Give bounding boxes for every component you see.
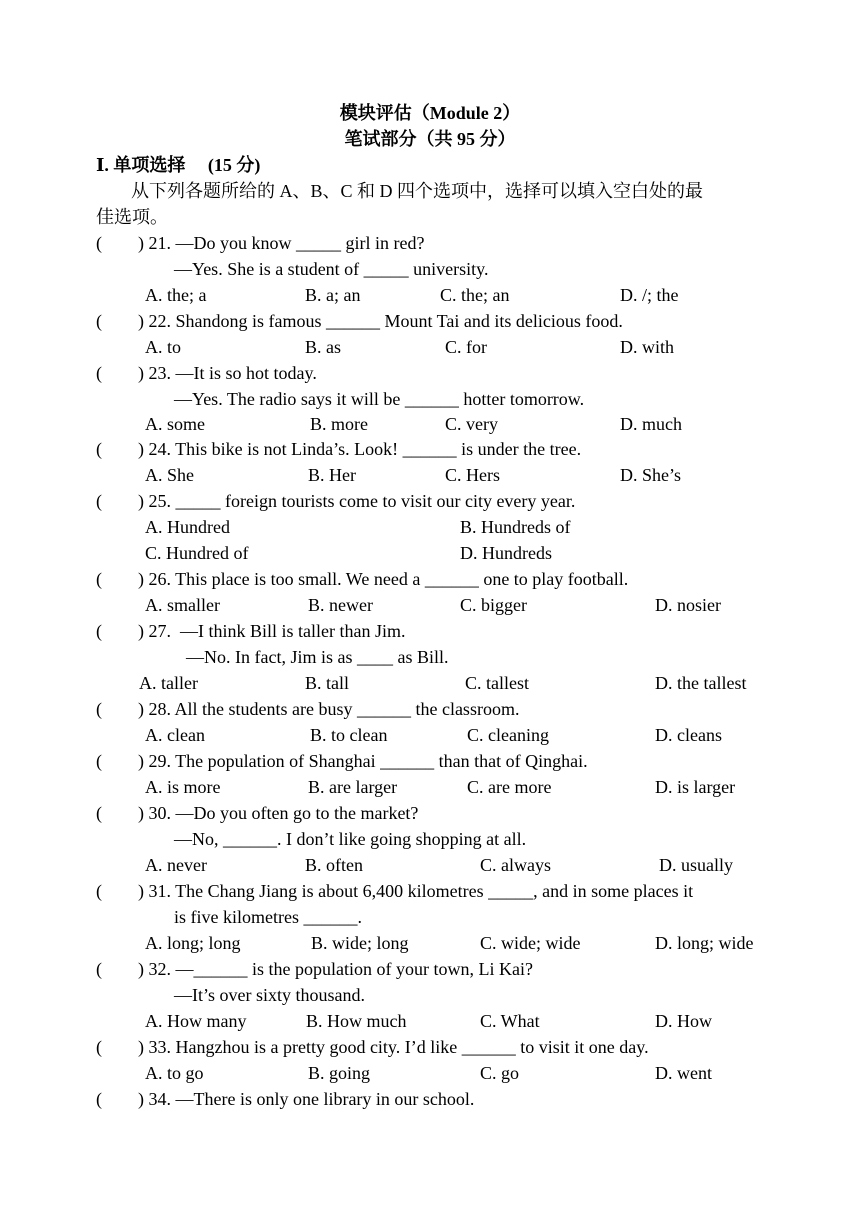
question-29-stem: ( ) 29. The population of Shanghai ______ than that of Qinghai. bbox=[96, 751, 588, 771]
q30-option-d: D. usually bbox=[659, 855, 733, 875]
section-heading: Ⅰ. 单项选择 (15 分) bbox=[96, 155, 261, 175]
q23-option-a: A. some bbox=[145, 414, 205, 434]
question-34-stem: ( ) 34. —There is only one library in our school. bbox=[96, 1089, 475, 1109]
question-25-stem: ( ) 25. _____ foreign tourists come to visit our city every year. bbox=[96, 491, 576, 511]
q33-option-d: D. went bbox=[655, 1063, 712, 1083]
q27-option-c: C. tallest bbox=[465, 673, 529, 693]
page-subtitle: 笔试部分（共 95 分） bbox=[344, 129, 516, 149]
question-21-stem: ( ) 21. —Do you know _____ girl in red? bbox=[96, 233, 425, 253]
question-32-stem: ( ) 32. —______ is the population of your town, Li Kai? bbox=[96, 959, 533, 979]
question-21-response: —Yes. She is a student of _____ university. bbox=[174, 259, 489, 279]
q25-option-a: A. Hundred bbox=[145, 517, 230, 537]
instruction-line-1: 从下列各题所给的 A、B、C 和 D 四个选项中，选择可以填入空白处的最 bbox=[131, 181, 704, 201]
q32-option-a: A. How many bbox=[145, 1011, 247, 1031]
q21-option-d: D. /; the bbox=[620, 285, 679, 305]
q30-option-a: A. never bbox=[145, 855, 207, 875]
q27-option-d: D. the tallest bbox=[655, 673, 747, 693]
q28-option-a: A. clean bbox=[145, 725, 205, 745]
q24-option-d: D. She’s bbox=[620, 465, 682, 485]
q28-option-d: D. cleans bbox=[655, 725, 722, 745]
q24-option-c: C. Hers bbox=[445, 465, 500, 485]
q28-option-b: B. to clean bbox=[310, 725, 388, 745]
question-32-response: —It’s over sixty thousand. bbox=[174, 985, 365, 1005]
question-33-stem: ( ) 33. Hangzhou is a pretty good city. I’d like ______ to visit it one day. bbox=[96, 1037, 649, 1057]
q31-option-d: D. long; wide bbox=[655, 933, 754, 953]
q24-option-a: A. She bbox=[145, 465, 194, 485]
q23-option-d: D. much bbox=[620, 414, 682, 434]
q29-option-a: A. is more bbox=[145, 777, 221, 797]
q28-option-c: C. cleaning bbox=[467, 725, 549, 745]
q22-option-d: D. with bbox=[620, 337, 674, 357]
page-title: 模块评估（Module 2） bbox=[339, 103, 521, 123]
q29-option-b: B. are larger bbox=[308, 777, 398, 797]
question-24-stem: ( ) 24. This bike is not Linda’s. Look! ______ is under the tree. bbox=[96, 439, 582, 459]
question-27-response: —No. In fact, Jim is as ____ as Bill. bbox=[186, 647, 449, 667]
question-23-response: —Yes. The radio says it will be ______ hotter tomorrow. bbox=[174, 389, 585, 409]
q31-option-c: C. wide; wide bbox=[480, 933, 581, 953]
q29-option-c: C. are more bbox=[467, 777, 552, 797]
q22-option-b: B. as bbox=[305, 337, 341, 357]
question-28-stem: ( ) 28. All the students are busy ______ the classroom. bbox=[96, 699, 520, 719]
q32-option-d: D. How bbox=[655, 1011, 712, 1031]
q26-option-c: C. bigger bbox=[460, 595, 527, 615]
q26-option-d: D. nosier bbox=[655, 595, 721, 615]
q32-option-b: B. How much bbox=[306, 1011, 407, 1031]
question-23-stem: ( ) 23. —It is so hot today. bbox=[96, 363, 317, 383]
q22-option-a: A. to bbox=[145, 337, 181, 357]
question-22-stem: ( ) 22. Shandong is famous ______ Mount Tai and its delicious food. bbox=[96, 311, 623, 331]
q27-option-a: A. taller bbox=[139, 673, 198, 693]
q23-option-b: B. more bbox=[310, 414, 368, 434]
q25-option-b: B. Hundreds of bbox=[460, 517, 571, 537]
q31-option-b: B. wide; long bbox=[311, 933, 409, 953]
q25-option-d: D. Hundreds bbox=[460, 543, 552, 563]
q26-option-a: A. smaller bbox=[145, 595, 220, 615]
instruction-line-2: 佳选项。 bbox=[96, 207, 168, 227]
q32-option-c: C. What bbox=[480, 1011, 540, 1031]
question-31-stem-continued: is five kilometres ______. bbox=[174, 907, 362, 927]
q33-option-c: C. go bbox=[480, 1063, 520, 1083]
q27-option-b: B. tall bbox=[305, 673, 349, 693]
q30-option-c: C. always bbox=[480, 855, 551, 875]
q21-option-b: B. a; an bbox=[305, 285, 361, 305]
q33-option-b: B. going bbox=[308, 1063, 371, 1083]
question-30-response: —No, ______. I don’t like going shopping at all. bbox=[174, 829, 527, 849]
q24-option-b: B. Her bbox=[308, 465, 356, 485]
q26-option-b: B. newer bbox=[308, 595, 373, 615]
q25-option-c: C. Hundred of bbox=[145, 543, 249, 563]
q21-option-a: A. the; a bbox=[145, 285, 207, 305]
question-31-stem: ( ) 31. The Chang Jiang is about 6,400 kilometres _____, and in some places it bbox=[96, 881, 694, 901]
question-26-stem: ( ) 26. This place is too small. We need a ______ one to play football. bbox=[96, 569, 629, 589]
question-30-stem: ( ) 30. —Do you often go to the market? bbox=[96, 803, 419, 823]
q30-option-b: B. often bbox=[305, 855, 363, 875]
q29-option-d: D. is larger bbox=[655, 777, 736, 797]
q23-option-c: C. very bbox=[445, 414, 498, 434]
q22-option-c: C. for bbox=[445, 337, 487, 357]
q33-option-a: A. to go bbox=[145, 1063, 204, 1083]
q31-option-a: A. long; long bbox=[145, 933, 241, 953]
q21-option-c: C. the; an bbox=[440, 285, 510, 305]
question-27-stem: ( ) 27. —I think Bill is taller than Jim. bbox=[96, 621, 406, 641]
